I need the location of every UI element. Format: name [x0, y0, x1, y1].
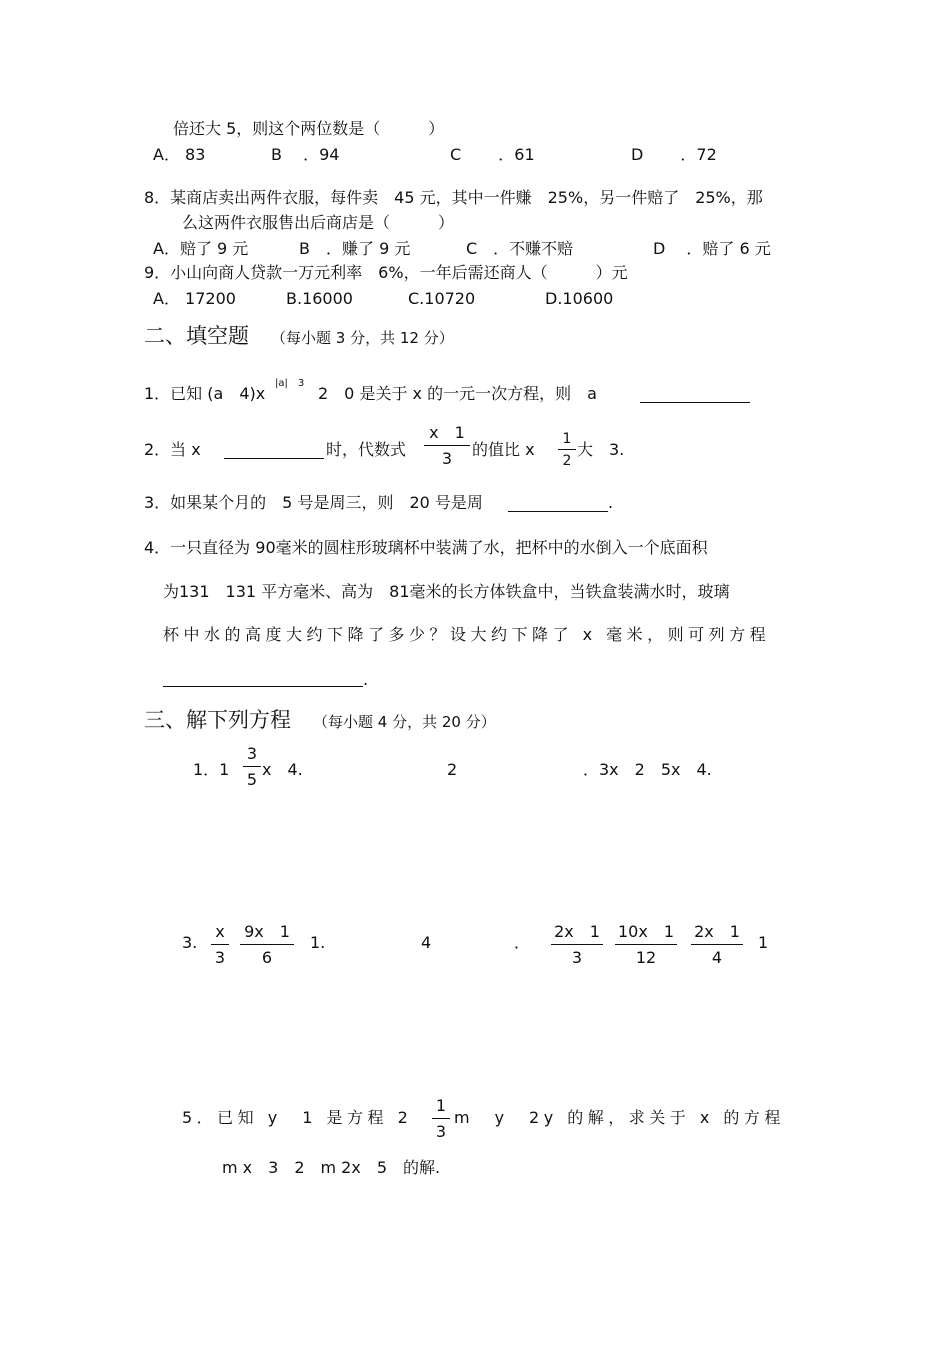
section3-heading [144, 707, 496, 735]
eq3-post: 1. [310, 933, 326, 952]
fill2-pre: 2．当 x [144, 440, 201, 459]
eq5-fraction-numerator: 1 [435, 1096, 447, 1115]
eq1-pre: 1．1 [193, 760, 230, 779]
eq1-post: x 4. [262, 760, 303, 779]
eq2-equation: ．3x 2 5x 4. [583, 760, 712, 779]
fill2-fraction2-denominator: 2 [558, 449, 576, 469]
section3-title: 三、解下列方程 [144, 708, 291, 732]
eq4-fraction1-numerator: 2x 1 [554, 922, 600, 941]
eq4-fraction1 [551, 922, 603, 968]
section2-heading [144, 323, 454, 351]
eq1-fraction-numerator: 3 [246, 744, 258, 763]
q8-line1: 8．某商店卖出两件衣服，每件卖 45 元，其中一件赚 25%，另一件赔了 25%，那 [144, 188, 763, 207]
eq4-fraction3 [691, 922, 743, 968]
fill2-end: 大 3. [577, 440, 625, 459]
fill2-fraction2 [558, 431, 576, 469]
q9-option-b: B.16000 [286, 289, 353, 308]
q8-option-c: C ．不赚不赔 [466, 239, 574, 258]
eq2-number: 2 [447, 760, 458, 779]
fill2-fraction [424, 423, 470, 469]
eq5-fraction [432, 1096, 450, 1142]
eq1-fraction-denominator: 5 [243, 766, 261, 790]
eq4-fraction1-denominator: 3 [551, 944, 603, 968]
q9-line1: 9．小山向商人贷款一万元利率 6%，一年后需还商人（ ）元 [144, 263, 628, 282]
eq3-pre: 3. [182, 933, 198, 952]
eq3-fraction2-numerator: 9x 1 [244, 922, 290, 941]
eq3-fraction1-numerator: x [215, 922, 225, 941]
q8-option-b: B ．赚了 9 元 [299, 239, 411, 258]
eq5-pre: 5．已知 y 1 是方程 2 [182, 1108, 413, 1127]
fill2-answer-blank[interactable] [224, 458, 324, 459]
fill3-text: 3．如果某个月的 5 号是周三，则 20 号是周 [144, 493, 483, 512]
fill4-end: . [363, 670, 369, 689]
eq4-number: 4 [421, 933, 432, 952]
eq3-fraction1-denominator: 3 [211, 944, 229, 968]
fill1-exponent: |a| 3 [275, 378, 305, 389]
eq3-fraction2-denominator: 6 [240, 944, 294, 968]
eq4-fraction2-denominator: 12 [615, 944, 677, 968]
eq5-post: m y 2y 的解，求关于 x 的方程 [454, 1108, 785, 1127]
eq4-fraction2 [615, 922, 677, 968]
fill2-fraction-denominator: 3 [424, 445, 470, 469]
eq5-fraction-denominator: 3 [432, 1118, 450, 1142]
eq3-fraction1 [211, 922, 229, 968]
eq4-fraction3-numerator: 2x 1 [694, 922, 740, 941]
fill1-text: 1．已知 (a 4)x [144, 384, 266, 403]
fill4-answer-blank[interactable] [163, 686, 363, 687]
eq4-post: 1 [758, 933, 769, 952]
q9-option-d: D.10600 [545, 289, 614, 308]
fill1-answer-blank[interactable] [640, 402, 750, 403]
eq4-fraction2-numerator: 10x 1 [618, 922, 675, 941]
fill4-line1: 4．一只直径为 90毫米的圆柱形玻璃杯中装满了水，把杯中的水倒入一个底面积 [144, 538, 708, 557]
eq4-dot: ． [514, 933, 531, 952]
fill3-answer-blank[interactable] [508, 511, 608, 512]
q7-option-c: C ．61 [450, 145, 535, 164]
section3-subtitle: （每小题 4 分，共 20 分） [313, 713, 496, 731]
fill4-line3: 杯中水的高度大约下降了多少？设大约下降了 x 毫米，则可列方程 [163, 625, 771, 644]
eq3-fraction2 [240, 922, 294, 968]
eq1-fraction [243, 744, 261, 790]
section2-subtitle: （每小题 3 分，共 12 分） [271, 329, 454, 347]
q7-continuation: 倍还大 5，则这个两位数是（ ） [173, 119, 445, 138]
section2-title: 二、填空题 [144, 324, 249, 348]
fill4-line2: 为131 131 平方毫米、高为 81毫米的长方体铁盒中，当铁盒装满水时，玻璃 [163, 582, 730, 601]
q8-option-a: A．赔了 9 元 [153, 239, 249, 258]
fill3-end: . [608, 493, 614, 512]
eq4-fraction3-denominator: 4 [691, 944, 743, 968]
q7-option-a: A． 83 [153, 145, 206, 164]
q9-option-c: C.10720 [408, 289, 476, 308]
q9-option-a: A． 17200 [153, 289, 236, 308]
fill2-fraction-numerator: x 1 [429, 423, 465, 442]
fill2-mid: 时，代数式 [326, 440, 407, 459]
q7-option-b: B ．94 [271, 145, 340, 164]
q8-line2: 么这两件衣服售出后商店是（ ） [182, 213, 455, 232]
fill1-rest: 2 0 是关于 x 的一元一次方程，则 a [302, 384, 597, 403]
q8-option-d: D ．赔了 6 元 [653, 239, 771, 258]
eq5-line2: m x 3 2 m 2x 5 的解. [222, 1158, 441, 1177]
fill2-after: 的值比 x [472, 440, 535, 459]
q7-option-d: D ．72 [631, 145, 717, 164]
fill2-fraction2-numerator: 1 [562, 431, 572, 447]
